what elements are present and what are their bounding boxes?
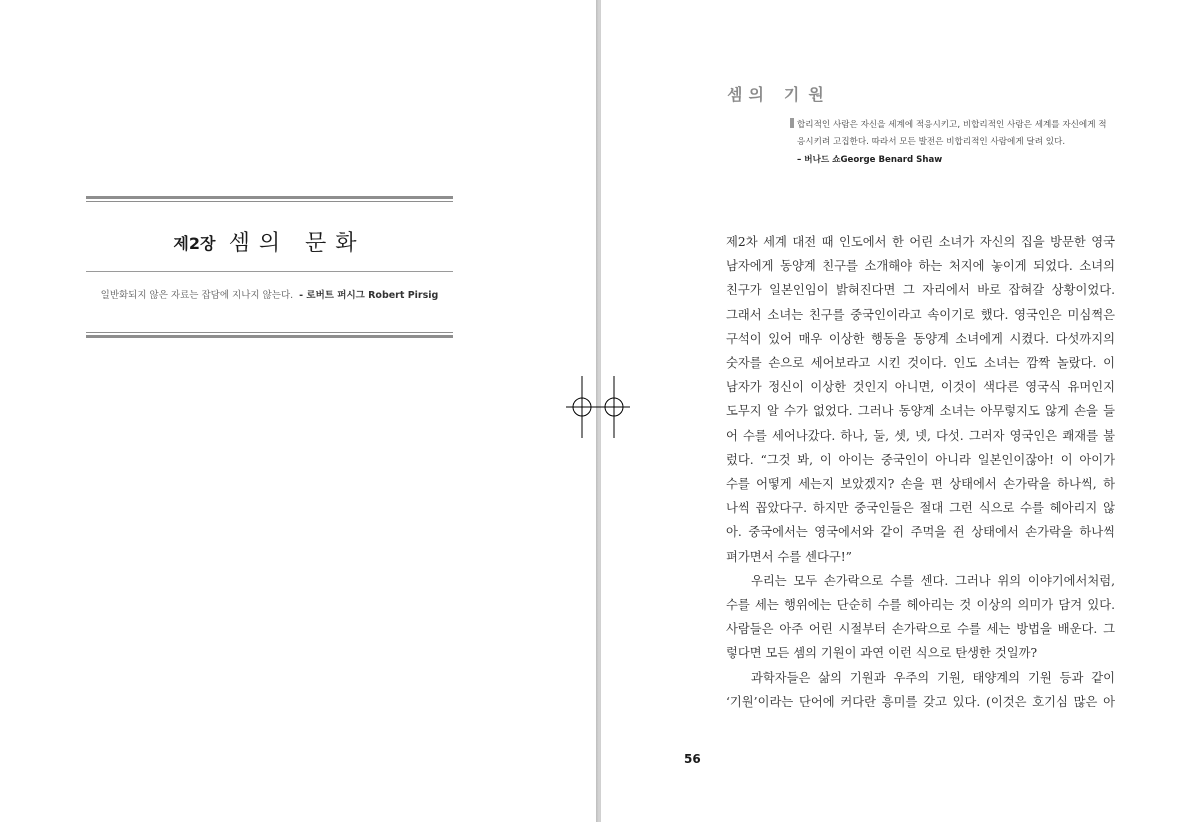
body-line: 수를 어떻게 세는지 보았겠지? 손을 편 상태에서 손가락을 하나씩, 하 bbox=[726, 477, 1115, 492]
body-line: 렇다면 모든 셈의 기원이 과연 이런 식으로 탄생한 것일까? bbox=[726, 646, 1038, 661]
chapter-bottom-rule bbox=[86, 332, 453, 338]
epigraph-line: 응시키려 고집한다. 따라서 모든 발전은 비합리적인 사람에게 달려 있다. bbox=[797, 137, 1066, 147]
epigraph bbox=[790, 117, 1117, 169]
body-line: ‘기원’이라는 단어에 커다란 흥미를 갖고 있다. (이것은 호기심 많은 아 bbox=[726, 694, 1115, 709]
chapter-title bbox=[86, 226, 453, 257]
body-line: 어 수를 세어나갔다. 하나, 둘, 셋, 넷, 다섯. 그러자 영국인은 쾌재를 불 bbox=[726, 428, 1115, 443]
chapter-number: 제2장 bbox=[173, 234, 216, 253]
quote-bar-icon bbox=[790, 118, 794, 128]
body-line: 렀다. “그것 봐, 이 아이는 중국인이 아니라 일본인이잖아! 이 아이가 bbox=[726, 452, 1115, 467]
section-title-word: 셈의 bbox=[727, 85, 770, 104]
section-title-word: 기원 bbox=[783, 85, 833, 104]
body-line: 나씩 꼽았다구. 하지만 중국인들은 절대 그런 식으로 수를 헤아리지 않 bbox=[726, 501, 1115, 516]
chapter-quote-text: 일반화되지 않은 자료는 잡담에 지나지 않는다. bbox=[100, 290, 294, 301]
body-line: 숫자를 손으로 세어보라고 시킨 것이다. 인도 소녀는 깜짝 놀랐다. 이 bbox=[726, 356, 1115, 371]
epigraph-line: 합리적인 사람은 자신을 세계에 적응시키고, 비합리적인 사람은 세계를 자신에게 적 bbox=[790, 117, 1117, 134]
body-line: 구석이 있어 매우 이상한 행동을 동양계 소녀에게 시켰다. 다섯까지의 bbox=[726, 331, 1115, 346]
chapter-top-rule bbox=[86, 196, 453, 202]
chapter-name: 셈의 문화 bbox=[228, 231, 366, 256]
registration-mark-icon bbox=[584, 376, 644, 438]
body-line: 친구가 일본인임이 밝혀진다면 그 자리에서 바로 잡혀갈 상황이었다. bbox=[726, 283, 1115, 298]
body-line: 아. 중국에서는 영국에서와 같이 주먹을 쥔 상태에서 손가락을 하나씩 bbox=[726, 525, 1115, 540]
body-line: 우리는 모두 손가락으로 수를 센다. 그러나 위의 이야기에서처럼, bbox=[751, 573, 1115, 588]
section-title bbox=[727, 82, 833, 105]
body-text bbox=[726, 230, 1115, 714]
body-line: 그래서 소녀는 친구를 중국인이라고 속이기로 했다. 영국인은 미심쩍은 bbox=[726, 307, 1115, 322]
epigraph-author: – 버나드 쇼George Benard Shaw bbox=[797, 155, 943, 165]
page-number: 56 bbox=[684, 752, 701, 766]
chapter-quote bbox=[86, 287, 453, 301]
body-line: 남자가 정신이 이상한 것인지 아니면, 이것이 색다른 영국식 유머인지 bbox=[726, 380, 1115, 395]
chapter-quote-author: - 로버트 퍼시그 Robert Pirsig bbox=[299, 290, 439, 301]
body-line: 과학자들은 삶의 기원과 우주의 기원, 태양계의 기원 등과 같이 bbox=[751, 670, 1115, 685]
body-line: 제2차 세계 대전 때 인도에서 한 어린 소녀가 자신의 집을 방문한 영국 bbox=[726, 235, 1115, 249]
body-line: 남자에게 동양계 친구를 소개해야 하는 처지에 놓이게 되었다. 소녀의 bbox=[726, 259, 1115, 274]
chapter-divider bbox=[86, 271, 453, 272]
body-line: 펴가면서 수를 센다구!” bbox=[726, 549, 852, 564]
body-line: 사람들은 아주 어린 시절부터 손가락으로 수를 세는 방법을 배운다. 그 bbox=[726, 622, 1115, 637]
body-line: 도무지 알 수가 없었다. 그러나 동양계 소녀는 아무렇지도 않게 손을 들 bbox=[726, 404, 1115, 419]
left-page bbox=[0, 0, 596, 822]
body-line: 수를 세는 행위에는 단순히 수를 헤아리는 것 이상의 의미가 담겨 있다. bbox=[726, 598, 1115, 613]
